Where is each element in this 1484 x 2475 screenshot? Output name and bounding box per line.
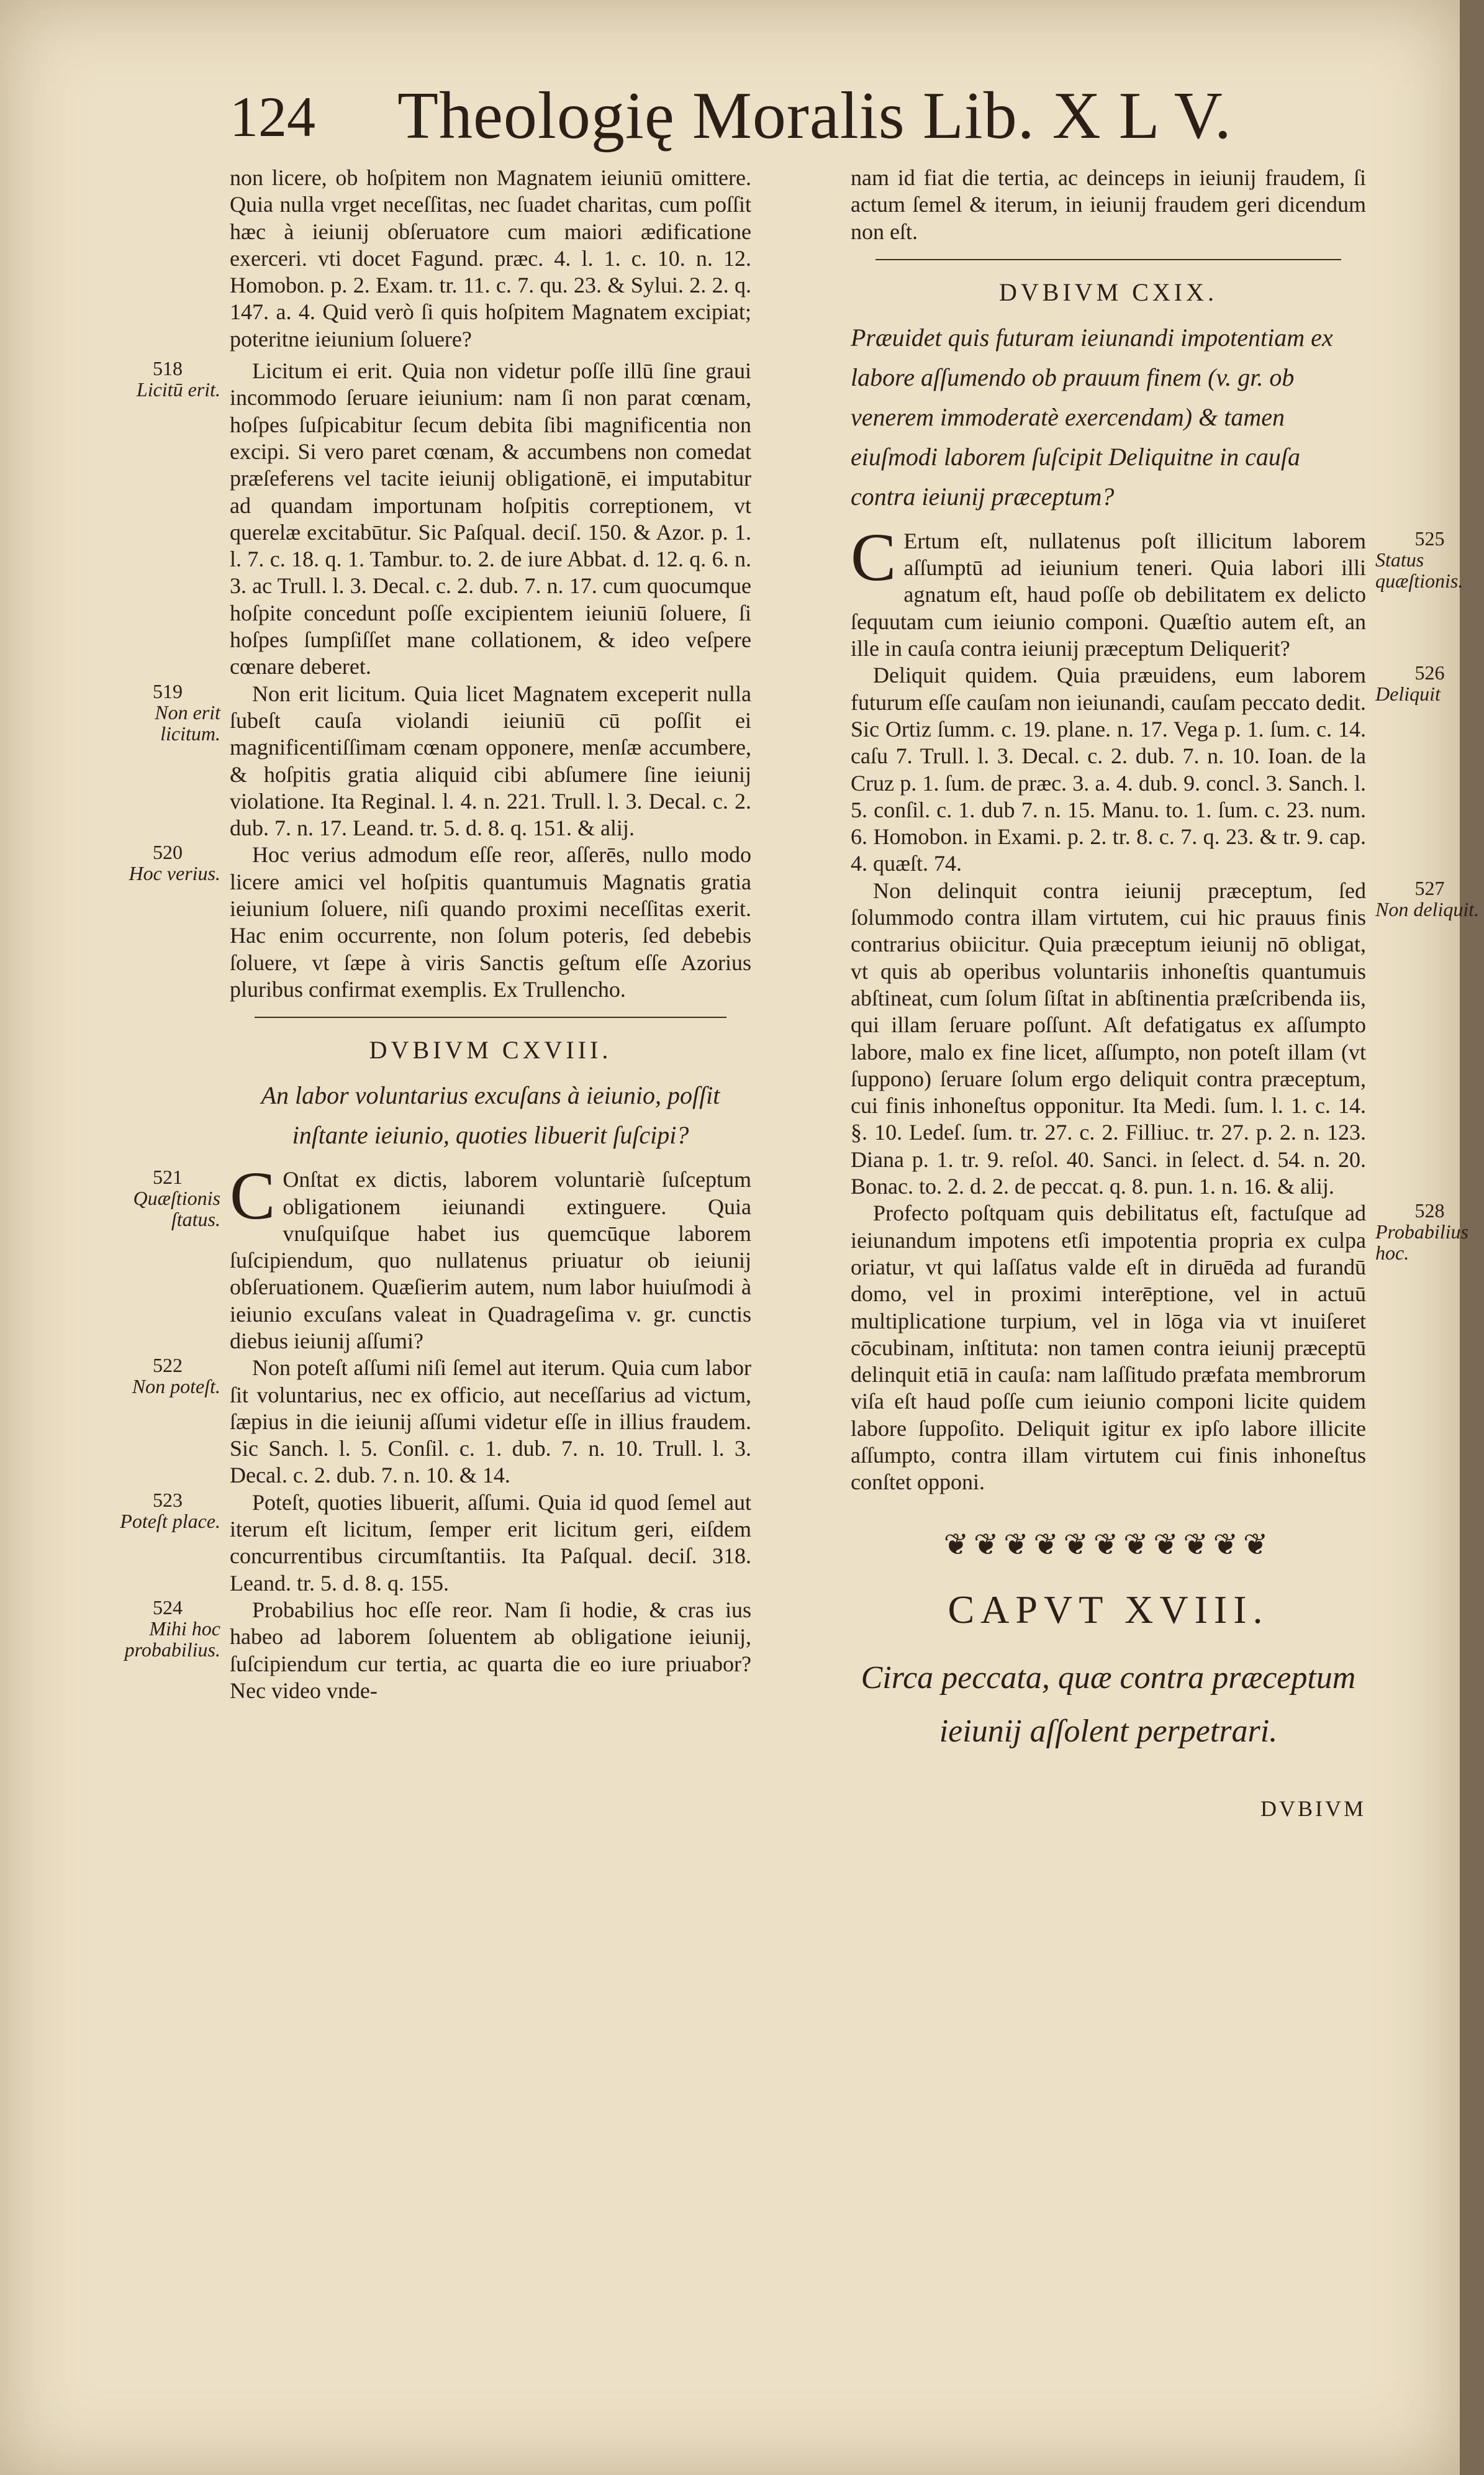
margin-number: 519 xyxy=(153,679,183,702)
paragraph-text xyxy=(230,1158,751,1355)
paragraph-text: Hoc verius admodum eſſe reor, aſſerēs, nullo modo licere amici vel hoſpitis quantumuis Magnatis gratia ieiunium ſoluere, niſi quando proximi neceſſitas exerit. Hac enim occurrente, non ſolum poteris, ſed debebis ſoluere, vt ſæpe à viris Sanctis geſtum eſſe Azorius pluribus confirmat exemplis. Ex Trullencho. xyxy=(230,842,751,1002)
paragraph-522 xyxy=(132,1354,751,1489)
section-rule xyxy=(255,1017,726,1018)
paragraph-text xyxy=(851,519,1366,662)
margin-note-text: Licitū erit. xyxy=(136,378,220,401)
paragraph-body: Ertum eſt, nullatenus poſt illicitum laborem aſſumptū ad ieiunium teneri. Quia labori illi agnatum eſt, haud poſſe ob debilitatem ex delicto ſequutam cum ieiunio componi. Quæſtio autem eſt, an ille in cauſa contra ieiunij præceptum Deliquerit? xyxy=(851,528,1366,661)
margin-note-text: Poteſt place. xyxy=(120,1509,220,1532)
margin-note-text: Non deliquit. xyxy=(1375,897,1480,920)
paragraph-body: Onſtat ex dictis, laborem voluntariè ſuſceptum obligationem ieiunandi extinguere. Quia vnuſquiſque habet ius quemcūque laborem ſuſcipiendum, quo nullatenus priuatur ob ieiunij obſeruationem. Quæſierim autem, num labor huiuſmodi à ieiunio excuſans valeat in Quadrageſima v. gr. cunctis diebus ieiunij aſſumi? xyxy=(230,1167,751,1353)
margin-note xyxy=(1375,1200,1484,1263)
margin-note xyxy=(115,842,220,884)
chapter-title: Circa peccata, quæ contra præceptum ieiunij aſſolent perpetrari. xyxy=(861,1660,1356,1749)
catchword: DVBIVM xyxy=(1260,1796,1366,1821)
paragraph-text: Deliquit quidem. Quia præuidens, eum laborem futurum eſſe cauſam non ieiunandi, cauſam peccato dedit. Sic Ortiz ſumm. c. 19. plane. n. 17. Vega p. 1. ſum. c. 14. caſu 7. Trull. l. 3. Decal. c. 2. dub. 7. n. 10. Ioan. de la Cruz p. 1. ſum. de præc. 3. a. 4. dub. 9. concl. 3. Sanch. l. 5. conſil. c. 1. dub 7. n. 15. Manu. to. 1. ſum. c. 23. num. 6. Homobon. in Exami. p. 2. tr. 8. c. 7. q. 23. & tr. 9. cap. 4. quæſt. 74. xyxy=(851,663,1366,876)
paragraph-520 xyxy=(129,841,751,1003)
margin-number: 523 xyxy=(153,1488,183,1511)
margin-note-text: Non erit licitum. xyxy=(155,701,220,745)
margin-number: 528 xyxy=(1414,1199,1445,1222)
margin-note-text: Status quæſtionis. xyxy=(1375,548,1464,592)
margin-number: 525 xyxy=(1414,527,1445,550)
dubium-heading: DVBIVM CXIX. xyxy=(999,278,1218,306)
right-column xyxy=(851,165,1480,1822)
section-rule xyxy=(875,259,1341,260)
margin-number: 526 xyxy=(1414,661,1445,684)
margin-note xyxy=(115,358,220,400)
margin-note xyxy=(1375,878,1484,920)
ornament-band: ❦❦❦❦❦❦❦❦❦❦❦ xyxy=(943,1528,1274,1561)
paragraph-text: Licitum ei erit. Quia non videtur poſſe illū ſine graui incommodo ſeruare ieiunium: nam ſi non parat cœnam, hoſpes ſuſpicabitur ſecum debita ſibi magnificentia non excipi. Si vero paret cœnam, & accumbens non comedat præſeferens vel tacite ieiunij obligationē, ei imputabitur ad quandam importunam hoſpitis correptionem, vt querelæ excitabūtur. Sic Paſqual. deciſ. 150. & Azor. p. 1. l. 7. c. 18. q. 1. Tambur. to. 2. de iure Abbat. d. 12. q. 6. n. 3. ac Trull. l. 3. Decal. c. 2. dub. 7. n. 17. cum quocumque hoſpite concedunt poſſe excipientem ieiuniū ſoluere, ſi hoſpes ſumpſiſſet mane collationem, & ideo veſpere cœnare deberet. xyxy=(230,358,751,679)
page-content xyxy=(120,78,1480,2438)
drop-cap: C xyxy=(851,519,897,595)
paragraph-525 xyxy=(851,519,1464,662)
margin-note xyxy=(115,1489,220,1532)
paragraph-text: Poteſt, quoties libuerit, aſſumi. Quia id quod ſemel aut iterum eſt licitum, ſemper erit licitum geri, eiſdem concurrentibus circumſtantiis. Ita Paſqual. deciſ. 318. Leand. tr. 5. d. 8. q. 155. xyxy=(230,1489,751,1596)
paragraph-text: Probabilius hoc eſſe reor. Nam ſi hodie, & cras ius habeo ad laborem ſoluentem ab obligatione ieiunij, ſuſcipiendum cur tertia, ac quarta die eo iure priuabor? Nec video vnde- xyxy=(230,1597,751,1703)
paragraph-523 xyxy=(120,1488,751,1597)
margin-number: 527 xyxy=(1414,876,1445,899)
paragraph-528 xyxy=(851,1199,1468,1496)
margin-note xyxy=(1375,528,1484,591)
margin-note xyxy=(115,681,220,744)
margin-note-text: Deliquit xyxy=(1375,683,1441,706)
margin-note xyxy=(115,1355,220,1397)
paragraph-text: non licere, ob hoſpitem non Magnatem ieiuniū omittere. Quia nulla vrget neceſſitas, nec ſuadet charitas, cum poſſit hæc à ieiunij obſeruatore cum maiori ædificatione exerceri. vti docet Fagund. præc. 4. l. 1. c. 10. n. 12. Homobon. p. 2. Exam. tr. 11. c. 7. qu. 23. & Sylui. 2. 2. q. 147. a. 4. Quid verò ſi quis hoſpitem Magnatem excipiat; poteritne ieiunium ſoluere? xyxy=(230,165,751,352)
margin-number: 524 xyxy=(153,1596,183,1619)
margin-note xyxy=(115,1597,220,1660)
margin-number: 522 xyxy=(153,1354,183,1377)
dubium-question: An labor voluntarius excuſans à ieiunio, poſſit inſtante ieiunio, quoties libuerit ſuſcipi? xyxy=(261,1081,720,1150)
margin-note-text: Hoc verius. xyxy=(129,862,220,885)
paragraph xyxy=(230,165,751,353)
margin-note-text: Non poteſt. xyxy=(132,1375,220,1398)
paragraph-521 xyxy=(133,1158,751,1355)
margin-note-text: Mihi hoc probabilius. xyxy=(124,1617,220,1661)
dubium-question: Præuidet quis futuram ieiunandi impotentiam ex labore aſſumendo ob prauum finem (v. gr. ob venerem immoderatè exercendam) & tamen eiuſmodi laborem ſuſcipit Deliquitne in cauſa contra ieiunij præceptum? xyxy=(851,323,1333,511)
paragraph-519 xyxy=(153,679,751,842)
paragraph-527 xyxy=(851,876,1480,1201)
margin-number: 520 xyxy=(153,841,183,864)
margin-note xyxy=(1375,662,1484,704)
margin-number: 518 xyxy=(153,357,183,380)
margin-number: 521 xyxy=(153,1166,183,1189)
left-column xyxy=(120,165,751,1704)
paragraph-text: Non delinquit contra ieiunij præceptum, ſed ſolummodo contra illam virtutem, cui hic prauus finis contrarius obiicitur. Quia præceptum ieiunij nō obligat, vt quis ab operibus voluntariis inhoneſtis quantumuis abſtineat, cum ſolum ſiſtat in abſtinentia præſcribenda iis, qui illam ſeruare poſſunt. Aſt defatigatus ex aſſumpto labore, malo ex fine licet, aſſumpto, non poteſt illam (vt ſuppono) ſeruare ſolum ergo deliquit contra præceptum, cui finis inhoneſtus opponitur. Ita Medi. ſum. l. 1. c. 14. §. 10. Ledeſ. ſum. tr. 27. c. 2. Filliuc. tr. 27. p. 2. n. 123. Diana p. 1. tr. 9. reſol. 40. Sanci. in ſelect. d. 54. n. 20. Bonac. to. 2. d. 2. de peccat. q. 8. pun. 1. n. 16. & alij. xyxy=(851,878,1366,1199)
paragraph-text: nam id fiat die tertia, ac deinceps in ieiunij fraudem, ſi actum ſemel & iterum, in ieiunij fraudem geri dicendum non eſt. xyxy=(851,165,1366,244)
margin-note-text: Quæſtionis ſtatus. xyxy=(133,1187,220,1231)
paragraph-text: Non poteſt aſſumi niſi ſemel aut iterum. Quia cum labor ſit voluntarius, nec ex officio, aut neceſſarius ad victum, ſæpius in die ieiunij aſſumi videtur eſſe in illius fraudem. Sic Sanch. l. 5. Conſil. c. 1. dub. 7. n. 10. Trull. l. 3. Decal. c. 2. dub. 7. n. 10. & 14. xyxy=(230,1355,751,1488)
drop-cap: C xyxy=(230,1158,276,1234)
paragraph-524 xyxy=(124,1596,751,1704)
page-number: 124 xyxy=(230,85,315,148)
margin-note xyxy=(115,1166,220,1230)
paragraph-518 xyxy=(136,357,751,681)
paragraph-526 xyxy=(851,661,1445,877)
page-header xyxy=(230,78,1391,171)
paragraph-text: Profecto poſtquam quis debilitatus eſt, factuſque ad ieiunandum impotens etſi impotentia propria ex culpa oriatur, vt qui laſſatus valde eſt in diruēda ad furandū domo, vel in proximi interēptione, vel in actuū multiplicatione turpium, vel in lōga via vt inuiſeret cōcubinam, inſtituta: non tamen contra ieiunij præceptū delinquit etiā in cauſa: nam laſſitudo præfata membrorum viſa eſt haud poſſe cum ieiunio componi licite quidem labore ſuppoſito. Deliquit igitur ex ipſo labore illicite aſſumpto, contra illam virtutem cui finis inhoneſtus conſtet opponi. xyxy=(851,1201,1366,1495)
chapter-heading: CAPVT XVIII. xyxy=(948,1587,1269,1632)
margin-note-text: Probabilius hoc. xyxy=(1375,1220,1468,1265)
dubium-heading: DVBIVM CXVIII. xyxy=(369,1036,612,1065)
running-title: Theologię Moralis Lib. X L V. xyxy=(397,79,1232,153)
paragraph-text: Non erit licitum. Quia licet Magnatem exceperit nulla ſubeſt cauſa violandi ieiuniū cū poſſit ei magnificentiſſimam cœnam opponere, menſæ accumbere, & hoſpitis gratia aliquid cibi abſumere ſine ieiunij violatione. Ita Reginal. l. 4. n. 221. Trull. l. 3. Decal. c. 2. dub. 7. n. 17. Leand. tr. 5. d. 8. q. 151. & alij. xyxy=(230,681,751,841)
